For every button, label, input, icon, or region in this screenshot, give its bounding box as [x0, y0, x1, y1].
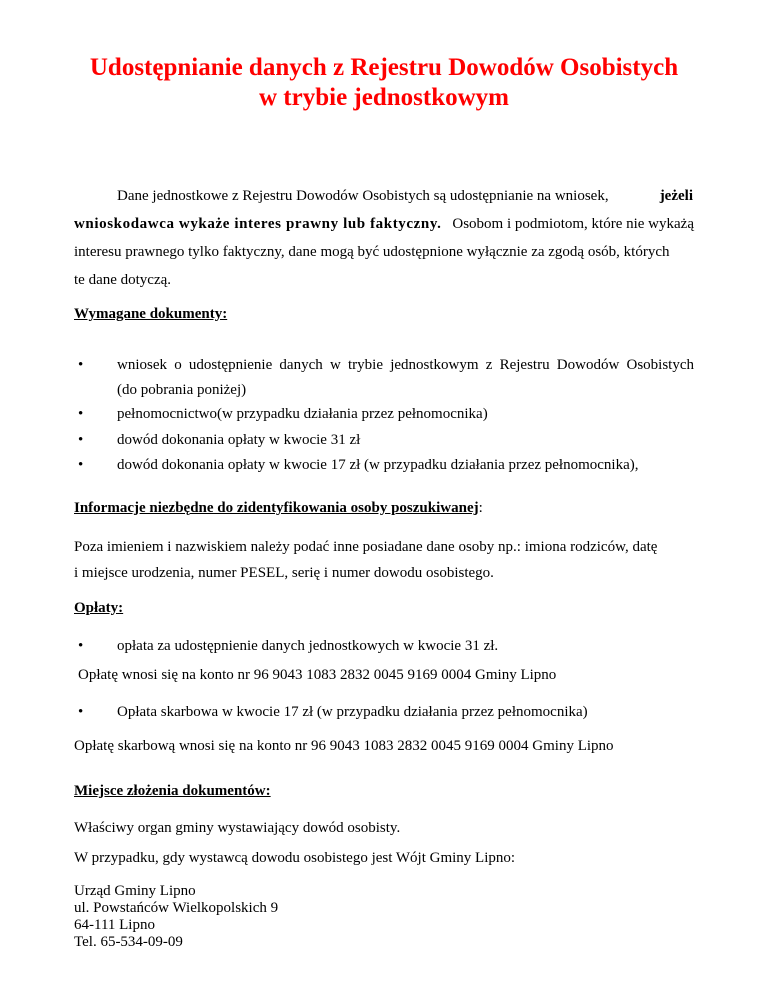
fee-note-1: Opłatę wnosi się na konto nr 96 9043 1083 2832 0045 9169 0004 Gminy Lipno — [78, 667, 557, 683]
fee-item-2: Opłata skarbowa w kwocie 17 zł (w przypadku działania przez pełnomocnika) — [117, 704, 588, 720]
address-city: 64-111 Lipno — [74, 917, 155, 933]
place-text-2: W przypadku, gdy wystawcą dowodu osobistego jest Wójt Gminy Lipno: — [74, 850, 516, 866]
page-title — [0, 53, 768, 113]
required-item-1 — [117, 356, 694, 374]
bullet-icon: • — [78, 457, 84, 473]
bullet-icon: • — [78, 357, 84, 373]
bullet-icon: • — [78, 638, 84, 654]
title-line-1: Udostępnianie danych z Rejestru Dowodów Osobistych — [89, 54, 679, 81]
required-item-1-text: wniosek o udostępnienie danych w trybie jednostkowym z Rejestru Dowodów Osobistych — [117, 357, 694, 373]
address-street: ul. Powstańców Wielkopolskich 9 — [74, 900, 279, 916]
intro-line-1-text: Dane jednostkowe z Rejestru Dowodów Osobistych są udostępnianie na wniosek, — [117, 188, 609, 204]
fee-item-1: opłata za udostępnienie danych jednostkowych w kwocie 31 zł. — [117, 638, 499, 654]
required-item-1-cont: (do pobrania poniżej) — [117, 382, 247, 398]
identify-heading: Informacje niezbędne do zidentyfikowania osoby poszukiwanej — [74, 500, 479, 516]
title-line-2: w trybie jednostkowym — [259, 84, 509, 111]
intro-line-1-bold: jeżeli — [659, 188, 693, 204]
identify-heading-wrap — [74, 499, 483, 517]
required-item-2: pełnomocnictwo(w przypadku działania przez pełnomocnika) — [117, 406, 488, 422]
bullet-icon: • — [78, 432, 84, 448]
fee-note-2: Opłatę skarbową wnosi się na konto nr 96 9043 1083 2832 0045 9169 0004 Gminy Lipno — [74, 738, 614, 754]
intro-line-4: te dane dotyczą. — [74, 272, 172, 288]
place-heading: Miejsce złożenia dokumentów: — [74, 783, 271, 799]
intro-line-2 — [74, 215, 694, 233]
required-heading: Wymagane dokumenty: — [74, 306, 228, 322]
identify-colon: : — [478, 500, 483, 516]
bullet-icon: • — [78, 406, 84, 422]
fees-heading: Opłaty: — [74, 600, 124, 616]
address-phone: Tel. 65-534-09-09 — [74, 934, 183, 950]
place-text-1: Właściwy organ gminy wystawiający dowód osobisty. — [74, 820, 401, 836]
intro-line-3: interesu prawnego tylko faktyczny, dane mogą być udostępnione wyłącznie za zgodą osób, których — [74, 244, 670, 260]
intro-line-2-text: Osobom i podmiotom, które nie wykażą — [452, 216, 694, 232]
identify-text-1: Poza imieniem i nazwiskiem należy podać inne posiadane dane osoby np.: imiona rodziców, datę — [74, 539, 658, 555]
identify-text-2: i miejsce urodzenia, numer PESEL, serię i numer dowodu osobistego. — [74, 565, 494, 581]
required-item-3: dowód dokonania opłaty w kwocie 31 zł — [117, 432, 361, 448]
intro-line-1 — [117, 187, 693, 205]
address-name: Urząd Gminy Lipno — [74, 883, 196, 899]
required-item-4: dowód dokonania opłaty w kwocie 17 zł (w przypadku działania przez pełnomocnika), — [117, 457, 639, 473]
intro-line-2-bold: wnioskodawca wykaże interes prawny lub faktyczny. — [74, 216, 442, 232]
bullet-icon: • — [78, 704, 84, 720]
